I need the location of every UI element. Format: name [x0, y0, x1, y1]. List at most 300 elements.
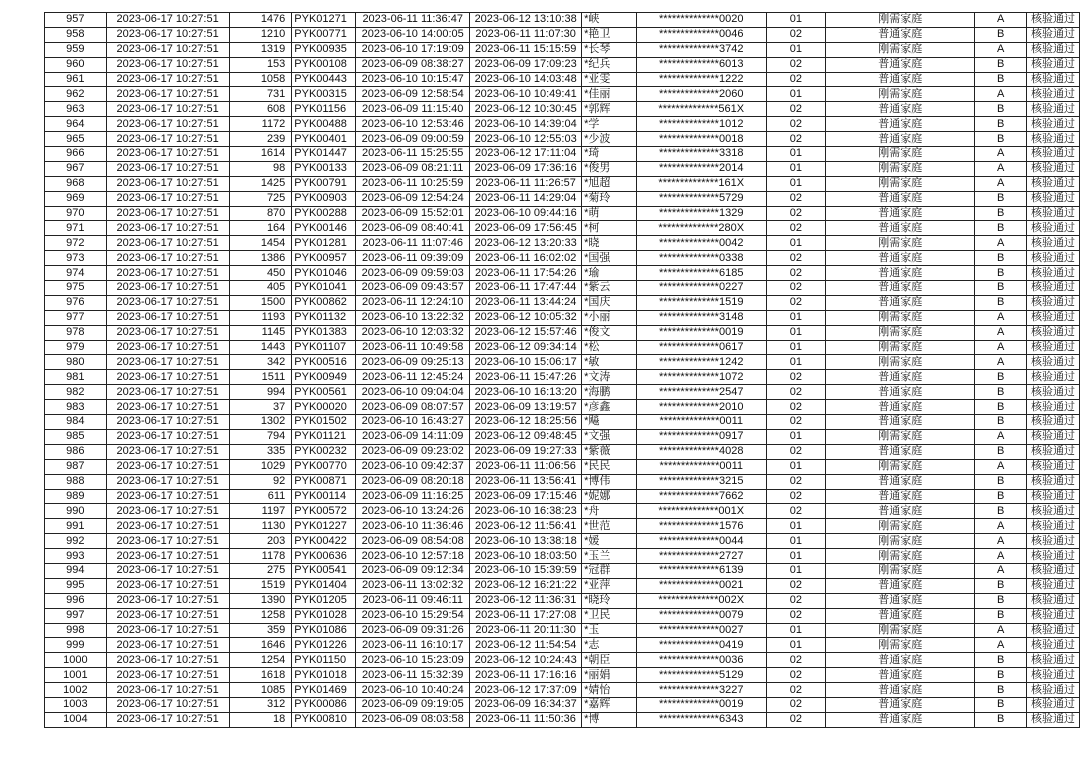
- rank-cell: 1646: [229, 638, 292, 653]
- table-row: [45, 444, 1080, 459]
- name-cell: *萌: [582, 206, 637, 221]
- id-number-cell: **************0044: [636, 534, 766, 549]
- id-number-cell: **************0011: [636, 459, 766, 474]
- review-time-cell: 2023-06-11 15:47:26: [470, 370, 582, 385]
- status-cell: 核验通过: [1026, 683, 1079, 698]
- table-row: [45, 534, 1080, 549]
- rank-cell: 1454: [229, 236, 292, 251]
- review-time-cell: 2023-06-11 16:02:02: [470, 251, 582, 266]
- status-cell: 核验通过: [1026, 295, 1079, 310]
- group-cell: A: [975, 325, 1027, 340]
- id-number-cell: **************5729: [636, 191, 766, 206]
- name-cell: *玉兰: [582, 549, 637, 564]
- name-cell: *菊玲: [582, 191, 637, 206]
- seq-cell: 999: [45, 638, 107, 653]
- table-row: [45, 13, 1080, 28]
- name-cell: *文强: [582, 429, 637, 444]
- id-number-cell: **************5129: [636, 668, 766, 683]
- seq-cell: 979: [45, 340, 107, 355]
- review-time-cell: 2023-06-12 11:54:54: [470, 638, 582, 653]
- review-time-cell: 2023-06-09 13:19:57: [470, 400, 582, 415]
- review-time-cell: 2023-06-11 17:54:26: [470, 266, 582, 281]
- id-number-cell: **************3227: [636, 683, 766, 698]
- code-cell: PYK01041: [292, 281, 356, 296]
- name-cell: *舟: [582, 504, 637, 519]
- family-type-cell: 普通家庭: [826, 281, 975, 296]
- time-cell: 2023-06-17 10:27:51: [106, 400, 229, 415]
- group-cell: B: [975, 102, 1027, 117]
- review-time-cell: 2023-06-10 16:38:23: [470, 504, 582, 519]
- type-code-cell: 01: [766, 355, 826, 370]
- type-code-cell: 02: [766, 385, 826, 400]
- time-cell: 2023-06-17 10:27:51: [106, 623, 229, 638]
- name-cell: *媛: [582, 534, 637, 549]
- family-type-cell: 普通家庭: [826, 27, 975, 42]
- type-code-cell: 02: [766, 57, 826, 72]
- code-cell: PYK01205: [292, 593, 356, 608]
- status-cell: 核验通过: [1026, 72, 1079, 87]
- group-cell: B: [975, 206, 1027, 221]
- table-row: [45, 415, 1080, 430]
- type-code-cell: 02: [766, 266, 826, 281]
- type-code-cell: 02: [766, 102, 826, 117]
- time-cell: 2023-06-17 10:27:51: [106, 310, 229, 325]
- name-cell: *博伟: [582, 474, 637, 489]
- code-cell: PYK01132: [292, 310, 356, 325]
- name-cell: *峡: [582, 13, 637, 28]
- group-cell: B: [975, 593, 1027, 608]
- rank-cell: 611: [229, 489, 292, 504]
- code-cell: PYK00791: [292, 176, 356, 191]
- apply-time-cell: 2023-06-10 10:40:24: [356, 683, 470, 698]
- family-type-cell: 普通家庭: [826, 295, 975, 310]
- status-cell: 核验通过: [1026, 236, 1079, 251]
- code-cell: PYK01502: [292, 415, 356, 430]
- rank-cell: 1254: [229, 653, 292, 668]
- code-cell: PYK00903: [292, 191, 356, 206]
- table-row: [45, 42, 1080, 57]
- time-cell: 2023-06-17 10:27:51: [106, 683, 229, 698]
- status-cell: 核验通过: [1026, 310, 1079, 325]
- type-code-cell: 02: [766, 593, 826, 608]
- group-cell: B: [975, 281, 1027, 296]
- time-cell: 2023-06-17 10:27:51: [106, 459, 229, 474]
- rank-cell: 342: [229, 355, 292, 370]
- review-time-cell: 2023-06-09 17:56:45: [470, 221, 582, 236]
- rank-cell: 725: [229, 191, 292, 206]
- time-cell: 2023-06-17 10:27:51: [106, 221, 229, 236]
- rank-cell: 1319: [229, 42, 292, 57]
- name-cell: *亚萍: [582, 578, 637, 593]
- review-time-cell: 2023-06-11 17:27:08: [470, 608, 582, 623]
- id-number-cell: **************2060: [636, 87, 766, 102]
- group-cell: B: [975, 57, 1027, 72]
- review-time-cell: 2023-06-09 17:09:23: [470, 57, 582, 72]
- name-cell: *嘉辉: [582, 697, 637, 712]
- family-type-cell: 普通家庭: [826, 370, 975, 385]
- time-cell: 2023-06-17 10:27:51: [106, 87, 229, 102]
- rank-cell: 1614: [229, 147, 292, 162]
- review-time-cell: 2023-06-10 12:55:03: [470, 132, 582, 147]
- rank-cell: 1386: [229, 251, 292, 266]
- name-cell: *佳丽: [582, 87, 637, 102]
- status-cell: 核验通过: [1026, 57, 1079, 72]
- family-type-cell: 普通家庭: [826, 221, 975, 236]
- seq-cell: 995: [45, 578, 107, 593]
- seq-cell: 1003: [45, 697, 107, 712]
- name-cell: *志: [582, 638, 637, 653]
- type-code-cell: 01: [766, 459, 826, 474]
- name-cell: *松: [582, 340, 637, 355]
- name-cell: *彦鑫: [582, 400, 637, 415]
- group-cell: B: [975, 295, 1027, 310]
- group-cell: B: [975, 400, 1027, 415]
- table-row: [45, 236, 1080, 251]
- status-cell: 核验通过: [1026, 355, 1079, 370]
- group-cell: B: [975, 251, 1027, 266]
- review-time-cell: 2023-06-12 13:20:33: [470, 236, 582, 251]
- family-type-cell: 刚需家庭: [826, 147, 975, 162]
- table-row: [45, 563, 1080, 578]
- time-cell: 2023-06-17 10:27:51: [106, 608, 229, 623]
- apply-time-cell: 2023-06-09 09:31:26: [356, 623, 470, 638]
- time-cell: 2023-06-17 10:27:51: [106, 578, 229, 593]
- family-type-cell: 刚需家庭: [826, 519, 975, 534]
- rank-cell: 1500: [229, 295, 292, 310]
- family-type-cell: 刚需家庭: [826, 176, 975, 191]
- type-code-cell: 02: [766, 251, 826, 266]
- seq-cell: 985: [45, 429, 107, 444]
- time-cell: 2023-06-17 10:27:51: [106, 519, 229, 534]
- status-cell: 核验通过: [1026, 668, 1079, 683]
- code-cell: PYK01156: [292, 102, 356, 117]
- group-cell: A: [975, 147, 1027, 162]
- seq-cell: 1000: [45, 653, 107, 668]
- code-cell: PYK01226: [292, 638, 356, 653]
- seq-cell: 1004: [45, 712, 107, 727]
- seq-cell: 972: [45, 236, 107, 251]
- table-row: [45, 251, 1080, 266]
- time-cell: 2023-06-17 10:27:51: [106, 549, 229, 564]
- table-row: [45, 429, 1080, 444]
- group-cell: B: [975, 653, 1027, 668]
- id-number-cell: **************0338: [636, 251, 766, 266]
- family-type-cell: 普通家庭: [826, 668, 975, 683]
- code-cell: PYK00133: [292, 161, 356, 176]
- seq-cell: 989: [45, 489, 107, 504]
- group-cell: B: [975, 370, 1027, 385]
- type-code-cell: 01: [766, 147, 826, 162]
- review-time-cell: 2023-06-10 09:44:16: [470, 206, 582, 221]
- type-code-cell: 02: [766, 206, 826, 221]
- type-code-cell: 02: [766, 578, 826, 593]
- apply-time-cell: 2023-06-11 15:25:55: [356, 147, 470, 162]
- type-code-cell: 01: [766, 325, 826, 340]
- type-code-cell: 01: [766, 563, 826, 578]
- family-type-cell: 刚需家庭: [826, 563, 975, 578]
- review-time-cell: 2023-06-12 11:36:31: [470, 593, 582, 608]
- table-row: [45, 578, 1080, 593]
- family-type-cell: 刚需家庭: [826, 236, 975, 251]
- status-cell: 核验通过: [1026, 251, 1079, 266]
- id-number-cell: **************2547: [636, 385, 766, 400]
- code-cell: PYK00862: [292, 295, 356, 310]
- review-time-cell: 2023-06-11 20:11:30: [470, 623, 582, 638]
- status-cell: 核验通过: [1026, 266, 1079, 281]
- review-time-cell: 2023-06-12 09:48:45: [470, 429, 582, 444]
- group-cell: B: [975, 27, 1027, 42]
- group-cell: A: [975, 429, 1027, 444]
- table-row: [45, 504, 1080, 519]
- seq-cell: 991: [45, 519, 107, 534]
- seq-cell: 997: [45, 608, 107, 623]
- rank-cell: 312: [229, 697, 292, 712]
- type-code-cell: 02: [766, 489, 826, 504]
- review-time-cell: 2023-06-11 17:16:16: [470, 668, 582, 683]
- apply-time-cell: 2023-06-11 12:45:24: [356, 370, 470, 385]
- review-time-cell: 2023-06-11 11:07:30: [470, 27, 582, 42]
- type-code-cell: 02: [766, 400, 826, 415]
- time-cell: 2023-06-17 10:27:51: [106, 266, 229, 281]
- name-cell: *少波: [582, 132, 637, 147]
- name-cell: *长琴: [582, 42, 637, 57]
- rank-cell: 1178: [229, 549, 292, 564]
- seq-cell: 993: [45, 549, 107, 564]
- id-number-cell: **************0020: [636, 13, 766, 28]
- family-type-cell: 普通家庭: [826, 400, 975, 415]
- id-number-cell: **************0227: [636, 281, 766, 296]
- review-time-cell: 2023-06-11 14:29:04: [470, 191, 582, 206]
- id-number-cell: **************3215: [636, 474, 766, 489]
- time-cell: 2023-06-17 10:27:51: [106, 13, 229, 28]
- family-type-cell: 普通家庭: [826, 191, 975, 206]
- rank-cell: 18: [229, 712, 292, 727]
- table-row: [45, 489, 1080, 504]
- code-cell: PYK01046: [292, 266, 356, 281]
- family-type-cell: 刚需家庭: [826, 534, 975, 549]
- review-time-cell: 2023-06-12 10:05:32: [470, 310, 582, 325]
- time-cell: 2023-06-17 10:27:51: [106, 534, 229, 549]
- status-cell: 核验通过: [1026, 27, 1079, 42]
- id-number-cell: **************0419: [636, 638, 766, 653]
- id-number-cell: **************0019: [636, 697, 766, 712]
- family-type-cell: 刚需家庭: [826, 638, 975, 653]
- family-type-cell: 普通家庭: [826, 697, 975, 712]
- review-time-cell: 2023-06-11 11:26:57: [470, 176, 582, 191]
- group-cell: A: [975, 310, 1027, 325]
- code-cell: PYK00810: [292, 712, 356, 727]
- code-cell: PYK00401: [292, 132, 356, 147]
- table-row: [45, 57, 1080, 72]
- time-cell: 2023-06-17 10:27:51: [106, 72, 229, 87]
- review-time-cell: 2023-06-12 17:37:09: [470, 683, 582, 698]
- table-row: [45, 549, 1080, 564]
- id-number-cell: **************6343: [636, 712, 766, 727]
- time-cell: 2023-06-17 10:27:51: [106, 57, 229, 72]
- type-code-cell: 01: [766, 429, 826, 444]
- family-type-cell: 普通家庭: [826, 608, 975, 623]
- review-time-cell: 2023-06-10 18:03:50: [470, 549, 582, 564]
- id-number-cell: **************0046: [636, 27, 766, 42]
- group-cell: B: [975, 415, 1027, 430]
- family-type-cell: 刚需家庭: [826, 429, 975, 444]
- rank-cell: 405: [229, 281, 292, 296]
- status-cell: 核验通过: [1026, 117, 1079, 132]
- status-cell: 核验通过: [1026, 13, 1079, 28]
- apply-time-cell: 2023-06-09 08:07:57: [356, 400, 470, 415]
- status-cell: 核验通过: [1026, 593, 1079, 608]
- apply-time-cell: 2023-06-10 15:23:09: [356, 653, 470, 668]
- time-cell: 2023-06-17 10:27:51: [106, 340, 229, 355]
- seq-cell: 965: [45, 132, 107, 147]
- code-cell: PYK01281: [292, 236, 356, 251]
- seq-cell: 969: [45, 191, 107, 206]
- family-type-cell: 普通家庭: [826, 102, 975, 117]
- seq-cell: 967: [45, 161, 107, 176]
- type-code-cell: 02: [766, 72, 826, 87]
- id-number-cell: **************6139: [636, 563, 766, 578]
- name-cell: *世范: [582, 519, 637, 534]
- apply-time-cell: 2023-06-09 08:20:18: [356, 474, 470, 489]
- id-number-cell: **************002X: [636, 593, 766, 608]
- verification-table: [44, 12, 1080, 728]
- name-cell: *俊文: [582, 325, 637, 340]
- apply-time-cell: 2023-06-11 15:32:39: [356, 668, 470, 683]
- review-time-cell: 2023-06-12 16:21:22: [470, 578, 582, 593]
- review-time-cell: 2023-06-12 13:10:38: [470, 13, 582, 28]
- group-cell: B: [975, 668, 1027, 683]
- id-number-cell: **************0036: [636, 653, 766, 668]
- apply-time-cell: 2023-06-10 13:24:26: [356, 504, 470, 519]
- type-code-cell: 02: [766, 608, 826, 623]
- family-type-cell: 刚需家庭: [826, 325, 975, 340]
- seq-cell: 970: [45, 206, 107, 221]
- table-row: [45, 370, 1080, 385]
- review-time-cell: 2023-06-11 11:06:56: [470, 459, 582, 474]
- seq-cell: 959: [45, 42, 107, 57]
- time-cell: 2023-06-17 10:27:51: [106, 474, 229, 489]
- rank-cell: 1302: [229, 415, 292, 430]
- group-cell: A: [975, 13, 1027, 28]
- group-cell: B: [975, 191, 1027, 206]
- time-cell: 2023-06-17 10:27:51: [106, 295, 229, 310]
- table-row: [45, 519, 1080, 534]
- group-cell: B: [975, 683, 1027, 698]
- apply-time-cell: 2023-06-09 09:23:02: [356, 444, 470, 459]
- seq-cell: 988: [45, 474, 107, 489]
- type-code-cell: 01: [766, 340, 826, 355]
- apply-time-cell: 2023-06-09 09:25:13: [356, 355, 470, 370]
- rank-cell: 37: [229, 400, 292, 415]
- id-number-cell: **************0018: [636, 132, 766, 147]
- table-row: [45, 459, 1080, 474]
- review-time-cell: 2023-06-10 15:06:17: [470, 355, 582, 370]
- time-cell: 2023-06-17 10:27:51: [106, 206, 229, 221]
- time-cell: 2023-06-17 10:27:51: [106, 251, 229, 266]
- seq-cell: 975: [45, 281, 107, 296]
- name-cell: *亚雯: [582, 72, 637, 87]
- rank-cell: 1058: [229, 72, 292, 87]
- family-type-cell: 普通家庭: [826, 385, 975, 400]
- table-row: [45, 355, 1080, 370]
- family-type-cell: 刚需家庭: [826, 340, 975, 355]
- code-cell: PYK00020: [292, 400, 356, 415]
- type-code-cell: 02: [766, 683, 826, 698]
- seq-cell: 962: [45, 87, 107, 102]
- code-cell: PYK01018: [292, 668, 356, 683]
- name-cell: *朝臣: [582, 653, 637, 668]
- name-cell: *婧怡: [582, 683, 637, 698]
- apply-time-cell: 2023-06-11 11:36:47: [356, 13, 470, 28]
- type-code-cell: 02: [766, 27, 826, 42]
- rank-cell: 1197: [229, 504, 292, 519]
- apply-time-cell: 2023-06-09 08:21:11: [356, 161, 470, 176]
- group-cell: A: [975, 236, 1027, 251]
- table-row: [45, 27, 1080, 42]
- apply-time-cell: 2023-06-10 13:22:32: [356, 310, 470, 325]
- seq-cell: 963: [45, 102, 107, 117]
- id-number-cell: **************2010: [636, 400, 766, 415]
- group-cell: A: [975, 355, 1027, 370]
- status-cell: 核验通过: [1026, 712, 1079, 727]
- code-cell: PYK01086: [292, 623, 356, 638]
- seq-cell: 987: [45, 459, 107, 474]
- status-cell: 核验通过: [1026, 281, 1079, 296]
- status-cell: 核验通过: [1026, 132, 1079, 147]
- type-code-cell: 01: [766, 161, 826, 176]
- name-cell: *博: [582, 712, 637, 727]
- status-cell: 核验通过: [1026, 87, 1079, 102]
- group-cell: A: [975, 563, 1027, 578]
- name-cell: *纪兵: [582, 57, 637, 72]
- status-cell: 核验通过: [1026, 400, 1079, 415]
- seq-cell: 957: [45, 13, 107, 28]
- review-time-cell: 2023-06-10 14:03:48: [470, 72, 582, 87]
- name-cell: *瑜: [582, 266, 637, 281]
- status-cell: 核验通过: [1026, 608, 1079, 623]
- family-type-cell: 普通家庭: [826, 489, 975, 504]
- time-cell: 2023-06-17 10:27:51: [106, 370, 229, 385]
- time-cell: 2023-06-17 10:27:51: [106, 325, 229, 340]
- table-row: [45, 221, 1080, 236]
- family-type-cell: 刚需家庭: [826, 623, 975, 638]
- review-time-cell: 2023-06-09 19:27:33: [470, 444, 582, 459]
- apply-time-cell: 2023-06-11 09:46:11: [356, 593, 470, 608]
- apply-time-cell: 2023-06-09 08:54:08: [356, 534, 470, 549]
- status-cell: 核验通过: [1026, 415, 1079, 430]
- type-code-cell: 01: [766, 176, 826, 191]
- time-cell: 2023-06-17 10:27:51: [106, 355, 229, 370]
- rank-cell: 1443: [229, 340, 292, 355]
- family-type-cell: 普通家庭: [826, 57, 975, 72]
- name-cell: *丽娟: [582, 668, 637, 683]
- time-cell: 2023-06-17 10:27:51: [106, 385, 229, 400]
- table-row: [45, 697, 1080, 712]
- type-code-cell: 02: [766, 415, 826, 430]
- id-number-cell: **************4028: [636, 444, 766, 459]
- table-row: [45, 593, 1080, 608]
- table-row: [45, 191, 1080, 206]
- rank-cell: 450: [229, 266, 292, 281]
- code-cell: PYK00108: [292, 57, 356, 72]
- time-cell: 2023-06-17 10:27:51: [106, 638, 229, 653]
- status-cell: 核验通过: [1026, 161, 1079, 176]
- apply-time-cell: 2023-06-10 09:04:04: [356, 385, 470, 400]
- id-number-cell: **************1072: [636, 370, 766, 385]
- review-time-cell: 2023-06-10 13:38:18: [470, 534, 582, 549]
- code-cell: PYK01447: [292, 147, 356, 162]
- id-number-cell: **************7662: [636, 489, 766, 504]
